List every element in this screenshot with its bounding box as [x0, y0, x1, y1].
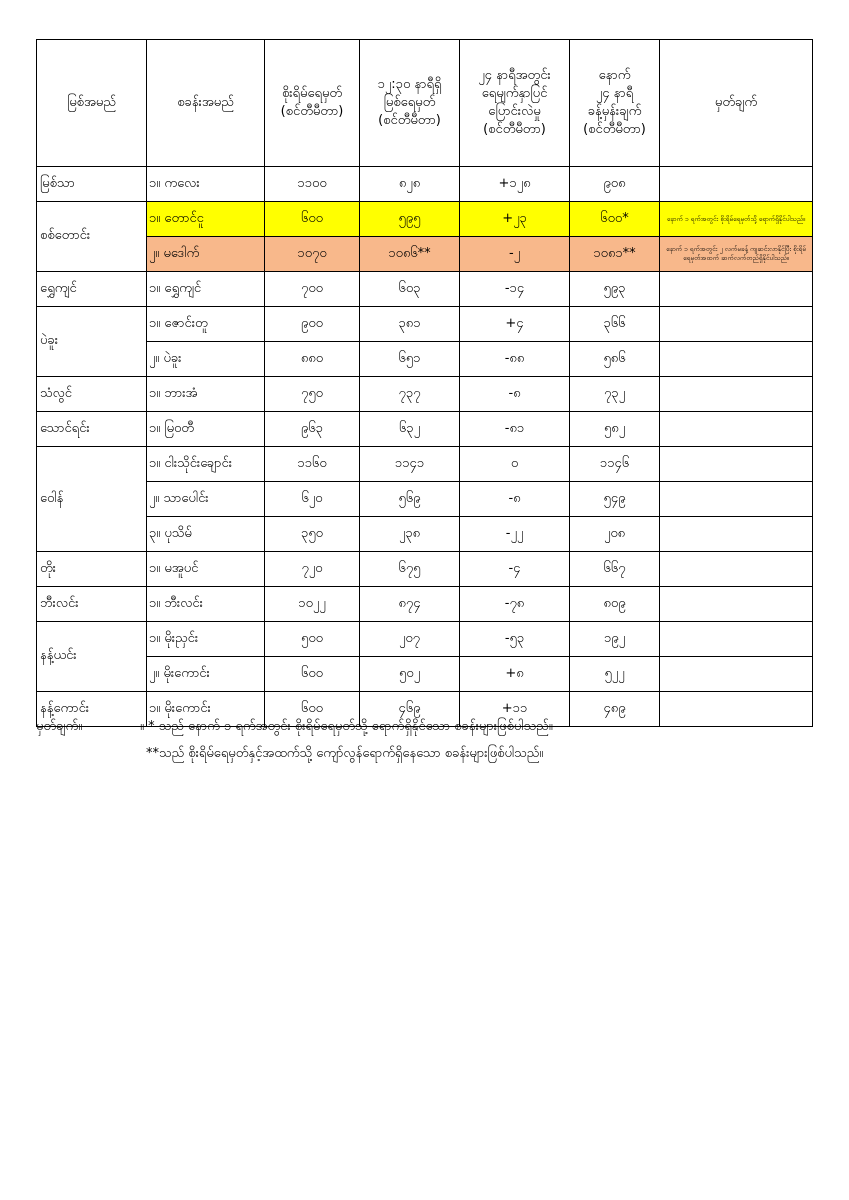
table-row — [37, 307, 813, 342]
station-name: ၂။ မဒေါက် — [147, 237, 265, 272]
danger-level: ၁၀၂၂ — [265, 587, 360, 622]
forecast-level: ၄၈၉ — [570, 692, 660, 727]
station-name: ၁။ ဇောင်းတူ — [147, 307, 265, 342]
forecast-level: ၅၄၉ — [570, 482, 660, 517]
danger-level: ၇၂၀ — [265, 552, 360, 587]
table-row — [37, 342, 813, 377]
danger-level: ၆၂၀ — [265, 482, 360, 517]
table-row — [37, 447, 813, 482]
current-level: ၅၀၂ — [360, 657, 460, 692]
remark-cell: နောက် ၁ ရက်အတွင်း ၂ လက်မခန့် ကျဆင်းလာနိုင်ပြီး စိုးရိမ်ရေမှတ်အထက် ဆက်လက်တည်ရှိနိုင်ပါသည်။ — [660, 237, 813, 272]
table-row — [37, 657, 813, 692]
river-name: နန့်ယင်း — [37, 622, 147, 692]
remark-cell — [660, 342, 813, 377]
remark-cell — [660, 622, 813, 657]
current-level: ၆၀၃ — [360, 272, 460, 307]
river-name: သံလွင် — [37, 377, 147, 412]
remark-cell — [660, 552, 813, 587]
forecast-level: ၁၁၄၆ — [570, 447, 660, 482]
table-row — [37, 587, 813, 622]
river-name: တိုး — [37, 552, 147, 587]
danger-level: ၉၆၃ — [265, 412, 360, 447]
station-name: ၁။ မအူပင် — [147, 552, 265, 587]
level-change: +၁၁ — [460, 692, 570, 727]
level-change: -၂၂ — [460, 517, 570, 552]
current-level: ၄၆၉ — [360, 692, 460, 727]
station-name: ၁။ ကလေး — [147, 167, 265, 202]
current-level: ၆၃၂ — [360, 412, 460, 447]
level-change: ၀ — [460, 447, 570, 482]
river-name: ရွှေကျင် — [37, 272, 147, 307]
danger-level: ၁၁၀၀ — [265, 167, 360, 202]
danger-level: ၅၀၀ — [265, 622, 360, 657]
remark-cell — [660, 447, 813, 482]
table-row — [37, 412, 813, 447]
level-change: +၁၂၈ — [460, 167, 570, 202]
header-forecast: နောက် ၂၄ နာရီ ခန့်မှန်းချက် (စင်တီမီတာ) — [570, 40, 660, 167]
forecast-level: ၂၀၈ — [570, 517, 660, 552]
header-remark: မှတ်ချက် — [660, 40, 813, 167]
header-danger-level: စိုးရိမ်ရေမှတ် (စင်တီမီတာ) — [265, 40, 360, 167]
level-change: -၇၈ — [460, 587, 570, 622]
danger-level: ၆၀၀ — [265, 657, 360, 692]
river-name: ပဲခူး — [37, 307, 147, 377]
table-row — [37, 377, 813, 412]
level-change: -၁၄ — [460, 272, 570, 307]
table-row — [37, 237, 813, 272]
level-change: -၂ — [460, 237, 570, 272]
current-level: ၇၃၇ — [360, 377, 460, 412]
forecast-level: ၇၃၂ — [570, 377, 660, 412]
river-water-level-table — [36, 39, 813, 727]
station-name: ၃။ ပုသိမ် — [147, 517, 265, 552]
current-level: ၁၁၄၁ — [360, 447, 460, 482]
remark-cell — [660, 377, 813, 412]
table-row — [37, 482, 813, 517]
station-name: ၂။ သာပေါင်း — [147, 482, 265, 517]
current-level: ၁၀၈၆** — [360, 237, 460, 272]
current-level: ၃၈၁ — [360, 307, 460, 342]
remark-cell: နောက် ၁ ရက်အတွင်း စိုးရိမ်ရေမှတ်သို့ ရောက်ရှိနိုင်ပါသည်။ — [660, 202, 813, 237]
river-name: နန့်ကောင်း — [37, 692, 147, 727]
danger-level: ၈၈၀ — [265, 342, 360, 377]
forecast-level: ၆၆၇ — [570, 552, 660, 587]
danger-level: ၃၅၀ — [265, 517, 360, 552]
remark-cell — [660, 307, 813, 342]
level-change: +၈ — [460, 657, 570, 692]
current-level: ၂၃၈ — [360, 517, 460, 552]
danger-level: ၇၀၀ — [265, 272, 360, 307]
note-double-asterisk: **သည် စိုးရိမ်ရေမှတ်နှင့်အထက်သို့ ကျော်လွန်ရောက်ရှိနေသော စခန်းများဖြစ်ပါသည်။ — [146, 746, 544, 761]
remark-cell — [660, 657, 813, 692]
remark-cell — [660, 167, 813, 202]
river-name: ဘီးလင်း — [37, 587, 147, 622]
danger-level: ၆၀၀ — [265, 202, 360, 237]
remark-cell — [660, 272, 813, 307]
danger-level: ၇၅၀ — [265, 377, 360, 412]
notes-label: မှတ်ချက်။ — [36, 719, 83, 734]
remark-cell — [660, 517, 813, 552]
level-change: +၂၃ — [460, 202, 570, 237]
header-river: မြစ်အမည် — [37, 40, 147, 167]
header-24h-change: ၂၄ နာရီအတွင်း ရေမျက်နှာပြင် ပြောင်းလဲမှု (စင်တီမီတာ) — [460, 40, 570, 167]
remark-cell — [660, 692, 813, 727]
station-name: ၁။ မြဝတီ — [147, 412, 265, 447]
level-change: -၈၈ — [460, 342, 570, 377]
station-name: ၁။ ဘီးလင်း — [147, 587, 265, 622]
river-name: ဝေါန် — [37, 447, 147, 552]
river-name: သောင်ရင်း — [37, 412, 147, 447]
danger-level: ၁၁၆၀ — [265, 447, 360, 482]
river-name: မြစ်သာ — [37, 167, 147, 202]
level-change: -၈၁ — [460, 412, 570, 447]
forecast-level: ၉၀၈ — [570, 167, 660, 202]
forecast-level: ၅၈၆ — [570, 342, 660, 377]
remark-cell — [660, 482, 813, 517]
header-station: စခန်းအမည် — [147, 40, 265, 167]
level-change: -၄ — [460, 552, 570, 587]
forecast-level: ၃၆၆ — [570, 307, 660, 342]
header-row — [37, 40, 813, 167]
station-name: ၁။ ငါးသိုင်းချောင်း — [147, 447, 265, 482]
forecast-level: ၅၉၃ — [570, 272, 660, 307]
danger-level: ၁၀၇၀ — [265, 237, 360, 272]
station-name: ၁။ ရွှေကျင် — [147, 272, 265, 307]
current-level: ၅၆၉ — [360, 482, 460, 517]
remark-cell — [660, 587, 813, 622]
table-row — [37, 202, 813, 237]
station-name: ၂။ ပဲခူး — [147, 342, 265, 377]
danger-level: ၆၀၀ — [265, 692, 360, 727]
level-change: -၈ — [460, 482, 570, 517]
table-row — [37, 517, 813, 552]
station-name: ၁။ မိုးညှင်း — [147, 622, 265, 657]
level-change: -၅၃ — [460, 622, 570, 657]
remark-cell — [660, 412, 813, 447]
station-name: ၁။ မိုးကောင်း — [147, 692, 265, 727]
station-name: ၂။ မိုးကောင်း — [147, 657, 265, 692]
river-name: စစ်တောင်း — [37, 202, 147, 272]
table-row — [37, 167, 813, 202]
danger-level: ၉၀၀ — [265, 307, 360, 342]
station-name: ၁။ တောင်ငူ — [147, 202, 265, 237]
forecast-level: ၆၀၀* — [570, 202, 660, 237]
current-level: ၈၂၈ — [360, 167, 460, 202]
level-change: +၄ — [460, 307, 570, 342]
table-row — [37, 552, 813, 587]
forecast-level: ၅၂၂ — [570, 657, 660, 692]
table-row — [37, 272, 813, 307]
header-current-level: ၁၂:၃၀ နာရီရှိ မြစ်ရေမှတ် (စင်တီမီတာ) — [360, 40, 460, 167]
current-level: ၆၇၅ — [360, 552, 460, 587]
note-single-asterisk: ။ * သည် နောက် ၁ ရက်အတွင်း စိုးရိမ်ရေမှတ်သို့ ရောက်ရှိနိုင်သော စခန်းများဖြစ်ပါသည်။ — [140, 719, 553, 734]
level-change: -၈ — [460, 377, 570, 412]
forecast-level: ၈၀၉ — [570, 587, 660, 622]
current-level: ၂၀၇ — [360, 622, 460, 657]
forecast-level: ၅၈၂ — [570, 412, 660, 447]
current-level: ၆၅၁ — [360, 342, 460, 377]
current-level: ၅၉၅ — [360, 202, 460, 237]
forecast-level: ၁၉၂ — [570, 622, 660, 657]
current-level: ၈၇၄ — [360, 587, 460, 622]
table-row — [37, 622, 813, 657]
station-name: ၁။ ဘားအံ — [147, 377, 265, 412]
forecast-level: ၁၀၈၁** — [570, 237, 660, 272]
